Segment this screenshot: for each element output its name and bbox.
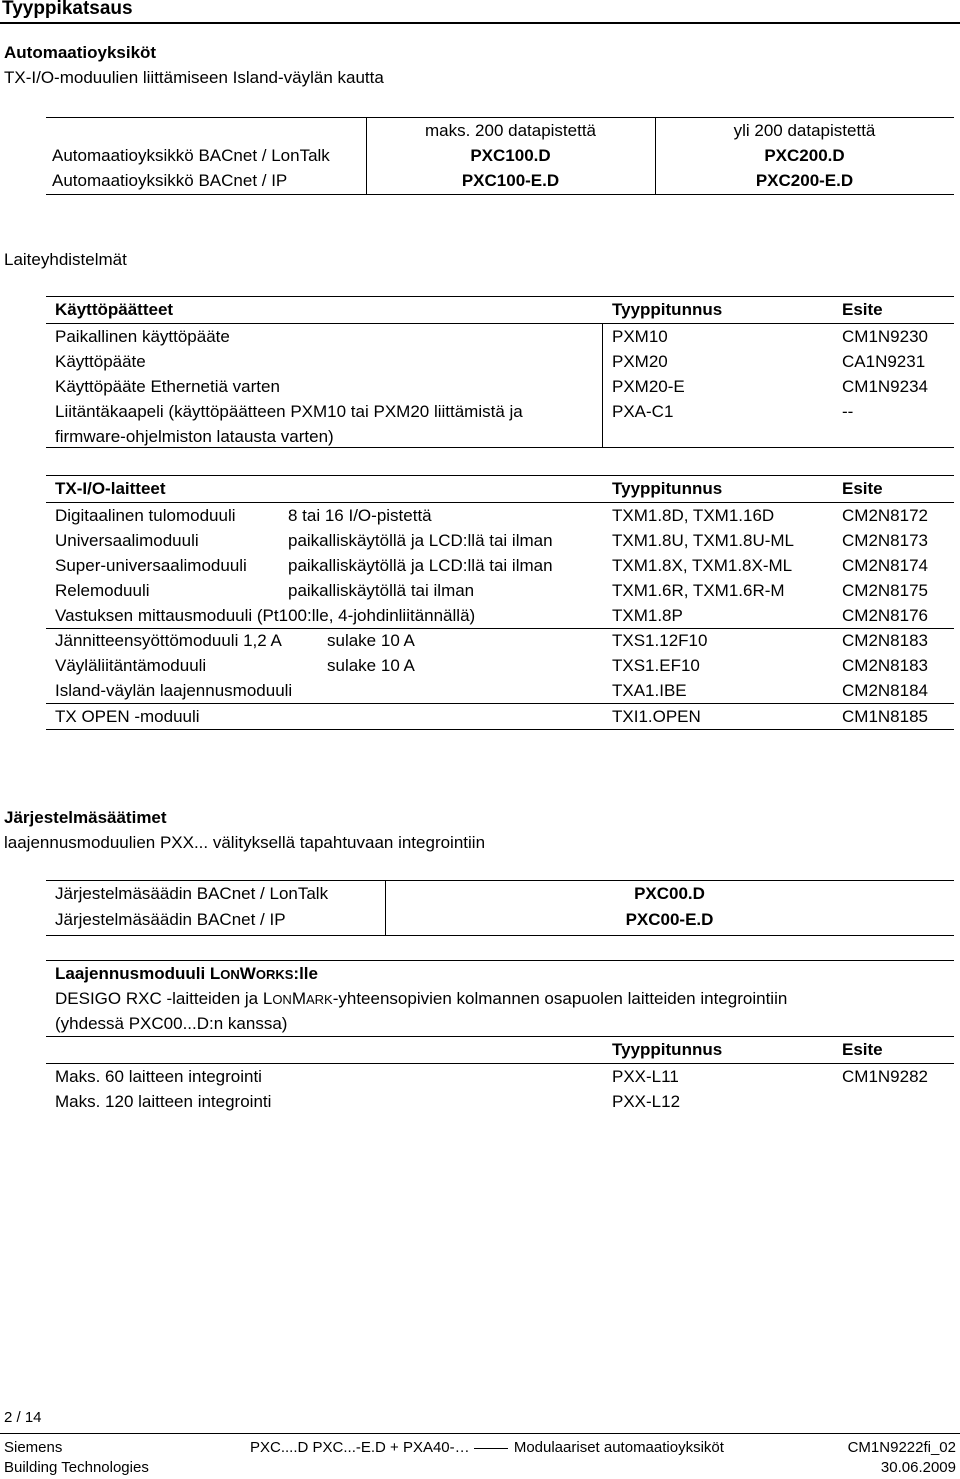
table-row-desc: Maks. 120 laitteen integrointi <box>55 1092 272 1111</box>
table-row-desc: Universaalimoduuli <box>55 531 199 550</box>
table-row-label: Automaatioyksikkö BACnet / IP <box>52 171 288 190</box>
expansion-top-rule <box>46 960 954 961</box>
table-row-doc: -- <box>842 402 854 421</box>
table-row-type: TXI1.OPEN <box>612 707 701 726</box>
table-row-type: PXM10 <box>612 327 668 346</box>
table-row-desc: Käyttöpääte <box>55 352 146 371</box>
footer-rule <box>0 1433 960 1434</box>
table-row-desc: Digitaalinen tulomoduuli <box>55 506 236 525</box>
automation-subtitle: TX-I/O-moduulien liittämiseen Island-väylän kautta <box>4 68 384 87</box>
table-row-desc: Maks. 60 laitteen integrointi <box>55 1067 262 1086</box>
table-row-detail: sulake 10 A <box>327 631 415 650</box>
txio-table-bottom <box>46 729 954 730</box>
system-controllers-heading: Järjestelmäsäätimet <box>4 808 167 827</box>
expansion-header-rule <box>46 1063 954 1064</box>
table-row-type: TXM1.8X, TXM1.8X-ML <box>612 556 793 575</box>
table-row-desc: Jännitteensyöttömoduuli 1,2 A <box>55 631 282 650</box>
table-row-detail: paikalliskäytöllä ja LCD:llä tai ilman <box>288 531 553 550</box>
txio-group-rule <box>46 628 954 629</box>
table-row-doc: CM2N8174 <box>842 556 928 575</box>
footer-product: PXC....D PXC...-E.D + PXA40-… Modulaariset automaatioyksiköt <box>250 1439 724 1456</box>
table-cell-type: PXC00.D <box>634 884 705 903</box>
devices-heading: Laiteyhdistelmät <box>4 250 127 269</box>
table-row-doc: CM2N8184 <box>842 681 928 700</box>
table-row-doc: CM2N8172 <box>842 506 928 525</box>
table-row-detail: sulake 10 A <box>327 656 415 675</box>
automation-table-top <box>46 117 954 118</box>
expansion-heading: Laajennusmoduuli LONWORKS:lle <box>55 964 318 983</box>
footer-date: 30.06.2009 <box>880 1459 956 1476</box>
table-row-doc: CM2N8183 <box>842 656 928 675</box>
table-cell-type: PXC100-E.D <box>461 171 560 190</box>
table-cell-type: PXC00-E.D <box>625 910 714 929</box>
terminals-table-divider <box>602 323 603 447</box>
table-row-doc: CM2N8175 <box>842 581 928 600</box>
table-row-type: TXM1.6R, TXM1.6R-M <box>612 581 785 600</box>
automation-table-bottom <box>46 194 954 195</box>
table-row-detail: 8 tai 16 I/O-pistettä <box>288 506 432 525</box>
table-row-doc: CM1N9230 <box>842 327 928 346</box>
terminals-header-doc: Esite <box>842 300 883 319</box>
txio-header-type: Tyyppitunnus <box>612 479 723 498</box>
table-row-type: TXS1.EF10 <box>612 656 700 675</box>
table-row-doc: CM1N8185 <box>842 707 928 726</box>
txio-group-rule <box>46 703 954 704</box>
expansion-description: DESIGO RXC -laitteiden ja LONMARK-yhteensopivien kolmannen osapuolen laitteiden integrointiin <box>55 989 788 1008</box>
table-row-desc: Super-universaalimoduuli <box>55 556 247 575</box>
txio-header-desc: TX-I/O-laitteet <box>55 479 166 498</box>
table-row-desc: TX OPEN -moduuli <box>55 707 200 726</box>
terminals-table-top <box>46 296 954 297</box>
table-row-detail: paikalliskäytöllä tai ilman <box>288 581 475 600</box>
table-row-doc: CM1N9282 <box>842 1067 928 1086</box>
expansion-table-top <box>46 1036 954 1037</box>
table-row-desc: Vastuksen mittausmoduuli (Pt100:lle, 4-johdinliitännällä) <box>55 606 476 625</box>
table-row-label: Automaatioyksikkö BACnet / LonTalk <box>52 146 330 165</box>
txio-header-doc: Esite <box>842 479 883 498</box>
table-row-doc: CM2N8183 <box>842 631 928 650</box>
table-row-label: Järjestelmäsäädin BACnet / LonTalk <box>55 884 329 903</box>
table-row-detail: paikalliskäytöllä ja LCD:llä tai ilman <box>288 556 553 575</box>
table-row-doc: CA1N9231 <box>842 352 926 371</box>
table-row-desc: Käyttöpääte Ethernetiä varten <box>55 377 280 396</box>
page-title: Tyyppikatsaus <box>2 0 133 19</box>
col-header-max200: maks. 200 datapistettä <box>424 121 597 140</box>
page-number: 2 / 14 <box>4 1409 42 1426</box>
footer-division: Building Technologies <box>4 1459 149 1476</box>
terminals-header-desc: Käyttöpäätteet <box>55 300 174 319</box>
col-header-over200: yli 200 datapistettä <box>733 121 876 140</box>
table-row-type: PXA-C1 <box>612 402 674 421</box>
table-row-type: PXM20 <box>612 352 668 371</box>
expansion-description-cont: (yhdessä PXC00...D:n kanssa) <box>55 1014 288 1033</box>
table-row-type: PXX-L12 <box>612 1092 681 1111</box>
table-row-doc: CM2N8176 <box>842 606 928 625</box>
system-controllers-subtitle: laajennusmoduulien PXX... välityksellä tapahtuvaan integrointiin <box>4 833 486 852</box>
txio-table-top <box>46 475 954 476</box>
table-row-desc: Väyläliitäntämoduuli <box>55 656 207 675</box>
table-row-doc: CM2N8173 <box>842 531 928 550</box>
table-row-type: TXS1.12F10 <box>612 631 708 650</box>
table-row-desc: Island-väylän laajennusmoduuli <box>55 681 293 700</box>
expansion-header-doc: Esite <box>842 1040 883 1059</box>
table-row-desc-cont: firmware-ohjelmiston latausta varten) <box>55 427 334 446</box>
table-cell-type: PXC200-E.D <box>755 171 854 190</box>
expansion-header-type: Tyyppitunnus <box>612 1040 723 1059</box>
table-row-type: PXX-L11 <box>612 1067 679 1086</box>
terminals-header-type: Tyyppitunnus <box>612 300 723 319</box>
system-table-top <box>46 880 954 881</box>
table-row-type: TXM1.8U, TXM1.8U-ML <box>612 531 795 550</box>
terminals-table-bottom <box>46 447 954 448</box>
table-row-type: TXM1.8D, TXM1.16D <box>612 506 775 525</box>
table-row-desc: Paikallinen käyttöpääte <box>55 327 230 346</box>
table-row-type: PXM20-E <box>612 377 685 396</box>
header-rule <box>0 22 960 24</box>
table-cell-type: PXC100.D <box>470 146 551 165</box>
table-row-desc: Relemoduuli <box>55 581 150 600</box>
table-row-doc: CM1N9234 <box>842 377 928 396</box>
table-row-type: TXM1.8P <box>612 606 683 625</box>
automation-heading: Automaatioyksiköt <box>4 43 157 62</box>
table-row-desc: Liitäntäkaapeli (käyttöpäätteen PXM10 tai PXM20 liittämistä ja <box>55 402 523 421</box>
footer-company: Siemens <box>4 1439 63 1456</box>
table-cell-type: PXC200.D <box>764 146 845 165</box>
txio-header-rule <box>46 502 954 503</box>
system-table-bottom <box>46 935 954 936</box>
table-row-label: Järjestelmäsäädin BACnet / IP <box>55 910 286 929</box>
footer-doc-number: CM1N9222fi_02 <box>847 1439 956 1456</box>
table-row-type: TXA1.IBE <box>612 681 687 700</box>
terminals-header-rule <box>46 323 954 324</box>
